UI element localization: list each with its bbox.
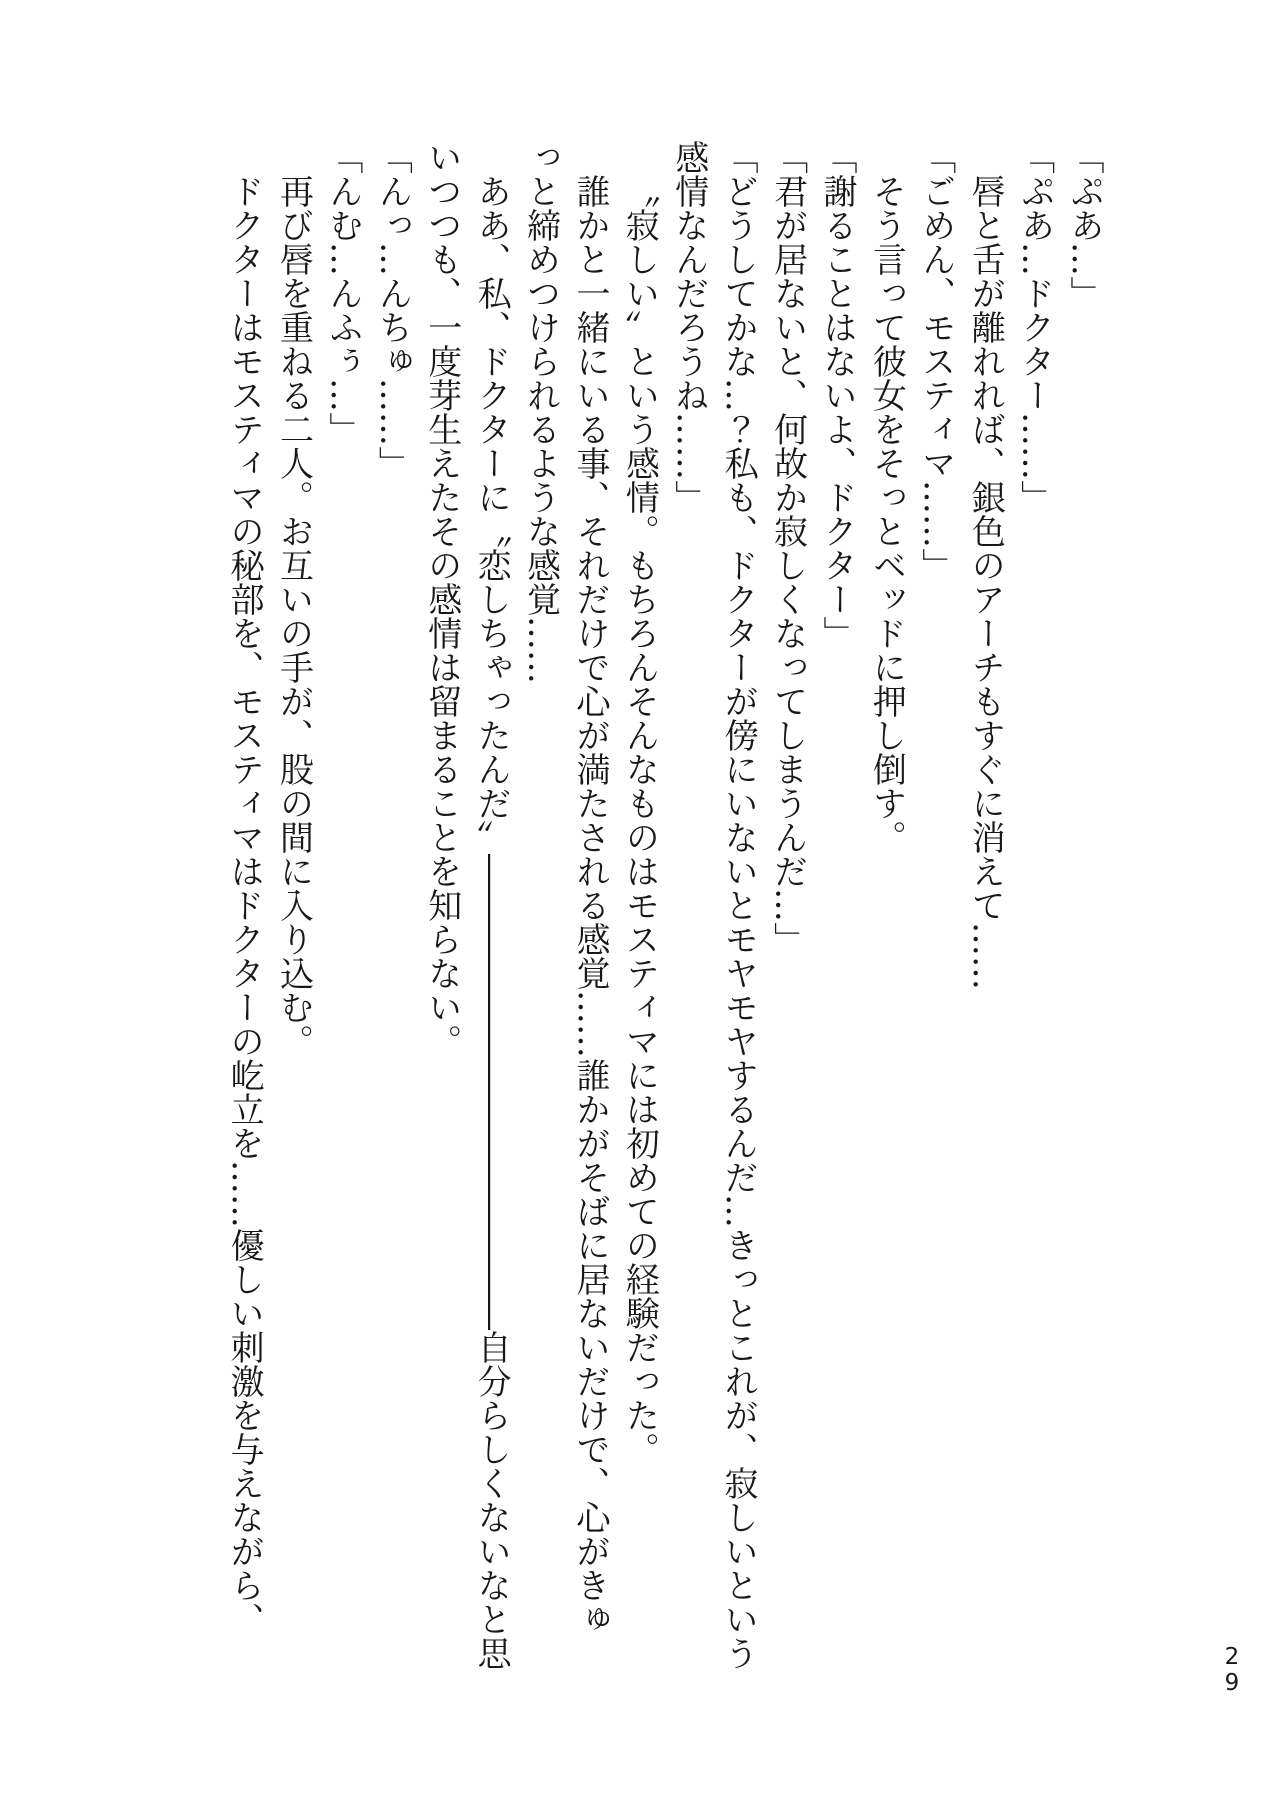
text-column: 「君が居ないと、何故か寂しくなってしまうんだ…」	[767, 140, 808, 956]
text-column: 唇と舌が離れれば、銀色のアーチもすぐに消えて……	[965, 174, 1006, 990]
page-text	[219, 140, 1108, 1685]
text-column: っと締めつけられるような感覚……	[520, 140, 561, 684]
text-column: 誰かと一緒にいる事、それだけで心が満たされる感覚……誰かがそばに居ないだけで、心がきゅ	[569, 174, 610, 1636]
text-column: 「謝ることはないよ、ドクター」	[816, 140, 857, 650]
text-column: 〝寂しい〟という感情。もちろんそんなものはモスティマには初めての経験だった。	[619, 174, 660, 1466]
text-column: 再び唇を重ねる二人。お互いの手が、股の間に入り込む。	[273, 174, 314, 1058]
text-column: いつつも、一度芽生えたその感情は留まることを知らない。	[421, 140, 462, 1058]
text-column: 「んっ…んちゅ……」	[372, 140, 413, 480]
text-column: 「どうしてかな…？私も、ドクターが傍にいないとモヤモヤするんだ…きっとこれが、寂しいという	[718, 140, 759, 1670]
text-column: 「んむ…んふぅ…」	[322, 140, 363, 446]
text-column: 感情なんだろうね……」	[668, 140, 709, 514]
page-number: 29	[1219, 1644, 1245, 1696]
text-column: そう言って彼女をそっとベッドに押し倒す。	[866, 174, 907, 854]
text-column: 「ぷあ…」	[1064, 140, 1104, 310]
text-column: 「ごめん、モスティマ……」	[915, 140, 956, 582]
text-column: 「ぷあ…ドクター……」	[1014, 140, 1055, 514]
text-column: ああ、私、ドクターに〝恋しちゃったんだ〟――――――――――――――自分らしくないなと思	[471, 174, 512, 1670]
text-column: ドクターはモスティマの秘部を、モスティマはドクターの屹立を……優しい刺激を与えながら、	[224, 174, 265, 1636]
